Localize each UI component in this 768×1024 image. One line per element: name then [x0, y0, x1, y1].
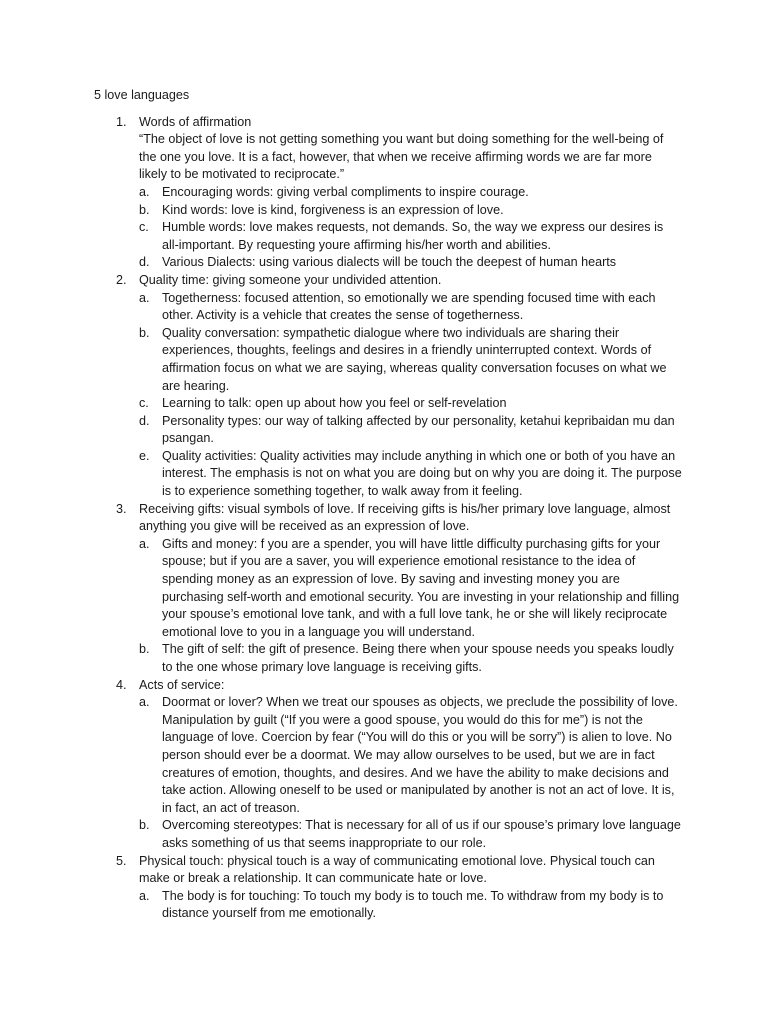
sub-list-item-text: Encouraging words: giving verbal compliments to inspire courage. — [162, 184, 529, 199]
sub-list-item-text: Gifts and money: f you are a spender, you will have little difficulty purchasing gifts for your spouse; but if you are a saver, you will experience emotional resistance to the idea of spending money as an expression of love. By saving and investing money you are purchasing self-worth and emotional security. You are investing in your relationship and filling your spouse’s emotional love tank, and with a full love tank, he or she will likely reciprocate emotional love to you in a language you will understand. — [162, 536, 680, 639]
sub-list — [139, 184, 682, 272]
sub-list-item — [139, 888, 682, 923]
sub-list-item-text: Overcoming stereotypes: That is necessary for all of us if our spouse’s primary love language asks something of us that seems inappropriate to our role. — [162, 818, 681, 850]
sub-list-item — [139, 641, 682, 676]
sub-list-item-text: Togetherness: focused attention, so emotionally we are spending focused time with each other. Activity is a vehicle that creates the sense of togetherness. — [162, 290, 656, 323]
list-item-heading: Physical touch: physical touch is a way of communicating emotional love. Physical touch can make or break a relationship. It can communicate hate or love. — [139, 853, 655, 886]
list-item-number: 3. — [116, 501, 127, 516]
sub-list-item — [139, 254, 682, 272]
sub-list-item-letter: b. — [139, 325, 150, 340]
sub-list-item — [139, 817, 682, 852]
sub-list — [139, 694, 682, 852]
list-item — [94, 272, 682, 501]
sub-list-item — [139, 219, 682, 254]
sub-list-item-text: Doormat or lover? When we treat our spouses as objects, we preclude the possibility of love. Manipulation by guilt (“If you were a good spouse, you would do this for me”) is not the language of love. Coercion by fear (“You will do this or you will be sorry”) is alien to love. No person should ever be a doormat. We may allow ourselves to be used, but we are in fact creatures of emotion, thoughts, and desires. And we have the ability to make decisions and take action. Allowing oneself to be used or manipulated by another is not an act of love. It is, in fact, an act of treason. — [162, 695, 678, 815]
list-item-heading: Acts of service: — [139, 677, 225, 692]
sub-list-item-text: The body is for touching: To touch my body is to touch me. To withdraw from my body is to distance yourself from me emotionally. — [162, 888, 664, 921]
sub-list-item-letter: c. — [139, 220, 149, 235]
sub-list-item-letter: e. — [139, 448, 150, 463]
sub-list-item — [139, 202, 682, 220]
sub-list-item-letter: b. — [139, 642, 150, 657]
sub-list-item-text: Personality types: our way of talking affected by our personality, ketahui kepribaidan mu dan psangan. — [162, 413, 675, 446]
love-languages-list — [94, 114, 682, 923]
list-item-number: 5. — [116, 853, 127, 868]
sub-list-item-text: The gift of self: the gift of presence. Being there when your spouse needs you speaks loudly to the one whose primary love language is receiving gifts. — [162, 642, 674, 674]
sub-list-item-text: Kind words: love is kind, forgiveness is an expression of love. — [162, 202, 504, 217]
list-item-heading: Quality time: giving someone your undivided attention. — [139, 272, 442, 287]
sub-list — [139, 536, 682, 677]
sub-list-item-letter: d. — [139, 413, 150, 428]
document-title: 5 love languages — [94, 88, 190, 102]
sub-list-item — [139, 290, 682, 325]
list-item-quote: “The object of love is not getting something you want but doing something for the well-being of the one you love. It is a fact, however, that when we receive affirming words we are far more likely to be motivated to reciprocate.” — [139, 132, 664, 182]
sub-list-item-text: Various Dialects: using various dialects will be touch the deepest of human hearts — [162, 255, 617, 270]
list-item-number: 2. — [116, 272, 127, 287]
list-item — [94, 501, 682, 677]
list-item — [94, 114, 682, 272]
sub-list-item-letter: b. — [139, 202, 150, 217]
sub-list — [139, 888, 682, 923]
sub-list-item-letter: a. — [139, 290, 150, 305]
sub-list-item-letter: d. — [139, 255, 150, 270]
sub-list-item — [139, 184, 682, 202]
sub-list-item-text: Quality activities: Quality activities may include anything in which one or both of you have an interest. The emphasis is not on what you are doing but on why you are doing it. The purpose is to experience something together, to walk away from it feeling. — [162, 448, 682, 499]
list-item — [94, 853, 682, 923]
sub-list-item — [139, 413, 682, 448]
sub-list-item-text: Quality conversation: sympathetic dialogue where two individuals are sharing their experiences, thoughts, feelings and desires in a friendly uninterrupted context. Words of affirmation focus on what we are saying, whereas quality conversation focuses on what we are hearing. — [162, 325, 667, 393]
sub-list-item-letter: a. — [139, 888, 150, 903]
sub-list-item — [139, 536, 682, 642]
sub-list-item-letter: a. — [139, 184, 150, 199]
list-item-number: 4. — [116, 677, 127, 692]
sub-list-item — [139, 325, 682, 395]
sub-list-item-letter: a. — [139, 536, 150, 551]
list-item — [94, 677, 682, 853]
sub-list — [139, 290, 682, 501]
sub-list-item — [139, 694, 682, 817]
sub-list-item-letter: a. — [139, 695, 150, 710]
sub-list-item — [139, 448, 682, 501]
list-item-heading: Receiving gifts: visual symbols of love. If receiving gifts is his/her primary love language, almost anything you give will be received as an expression of love. — [139, 501, 671, 534]
list-item-number: 1. — [116, 114, 127, 129]
sub-list-item — [139, 395, 682, 413]
sub-list-item-text: Humble words: love makes requests, not demands. So, the way we express our desires is all-important. By requesting youre affirming his/her worth and abilities. — [162, 220, 664, 252]
sub-list-item-letter: b. — [139, 818, 150, 833]
sub-list-item-letter: c. — [139, 396, 149, 411]
sub-list-item-text: Learning to talk: open up about how you feel or self-revelation — [162, 396, 507, 411]
list-item-heading: Words of affirmation — [139, 114, 252, 129]
